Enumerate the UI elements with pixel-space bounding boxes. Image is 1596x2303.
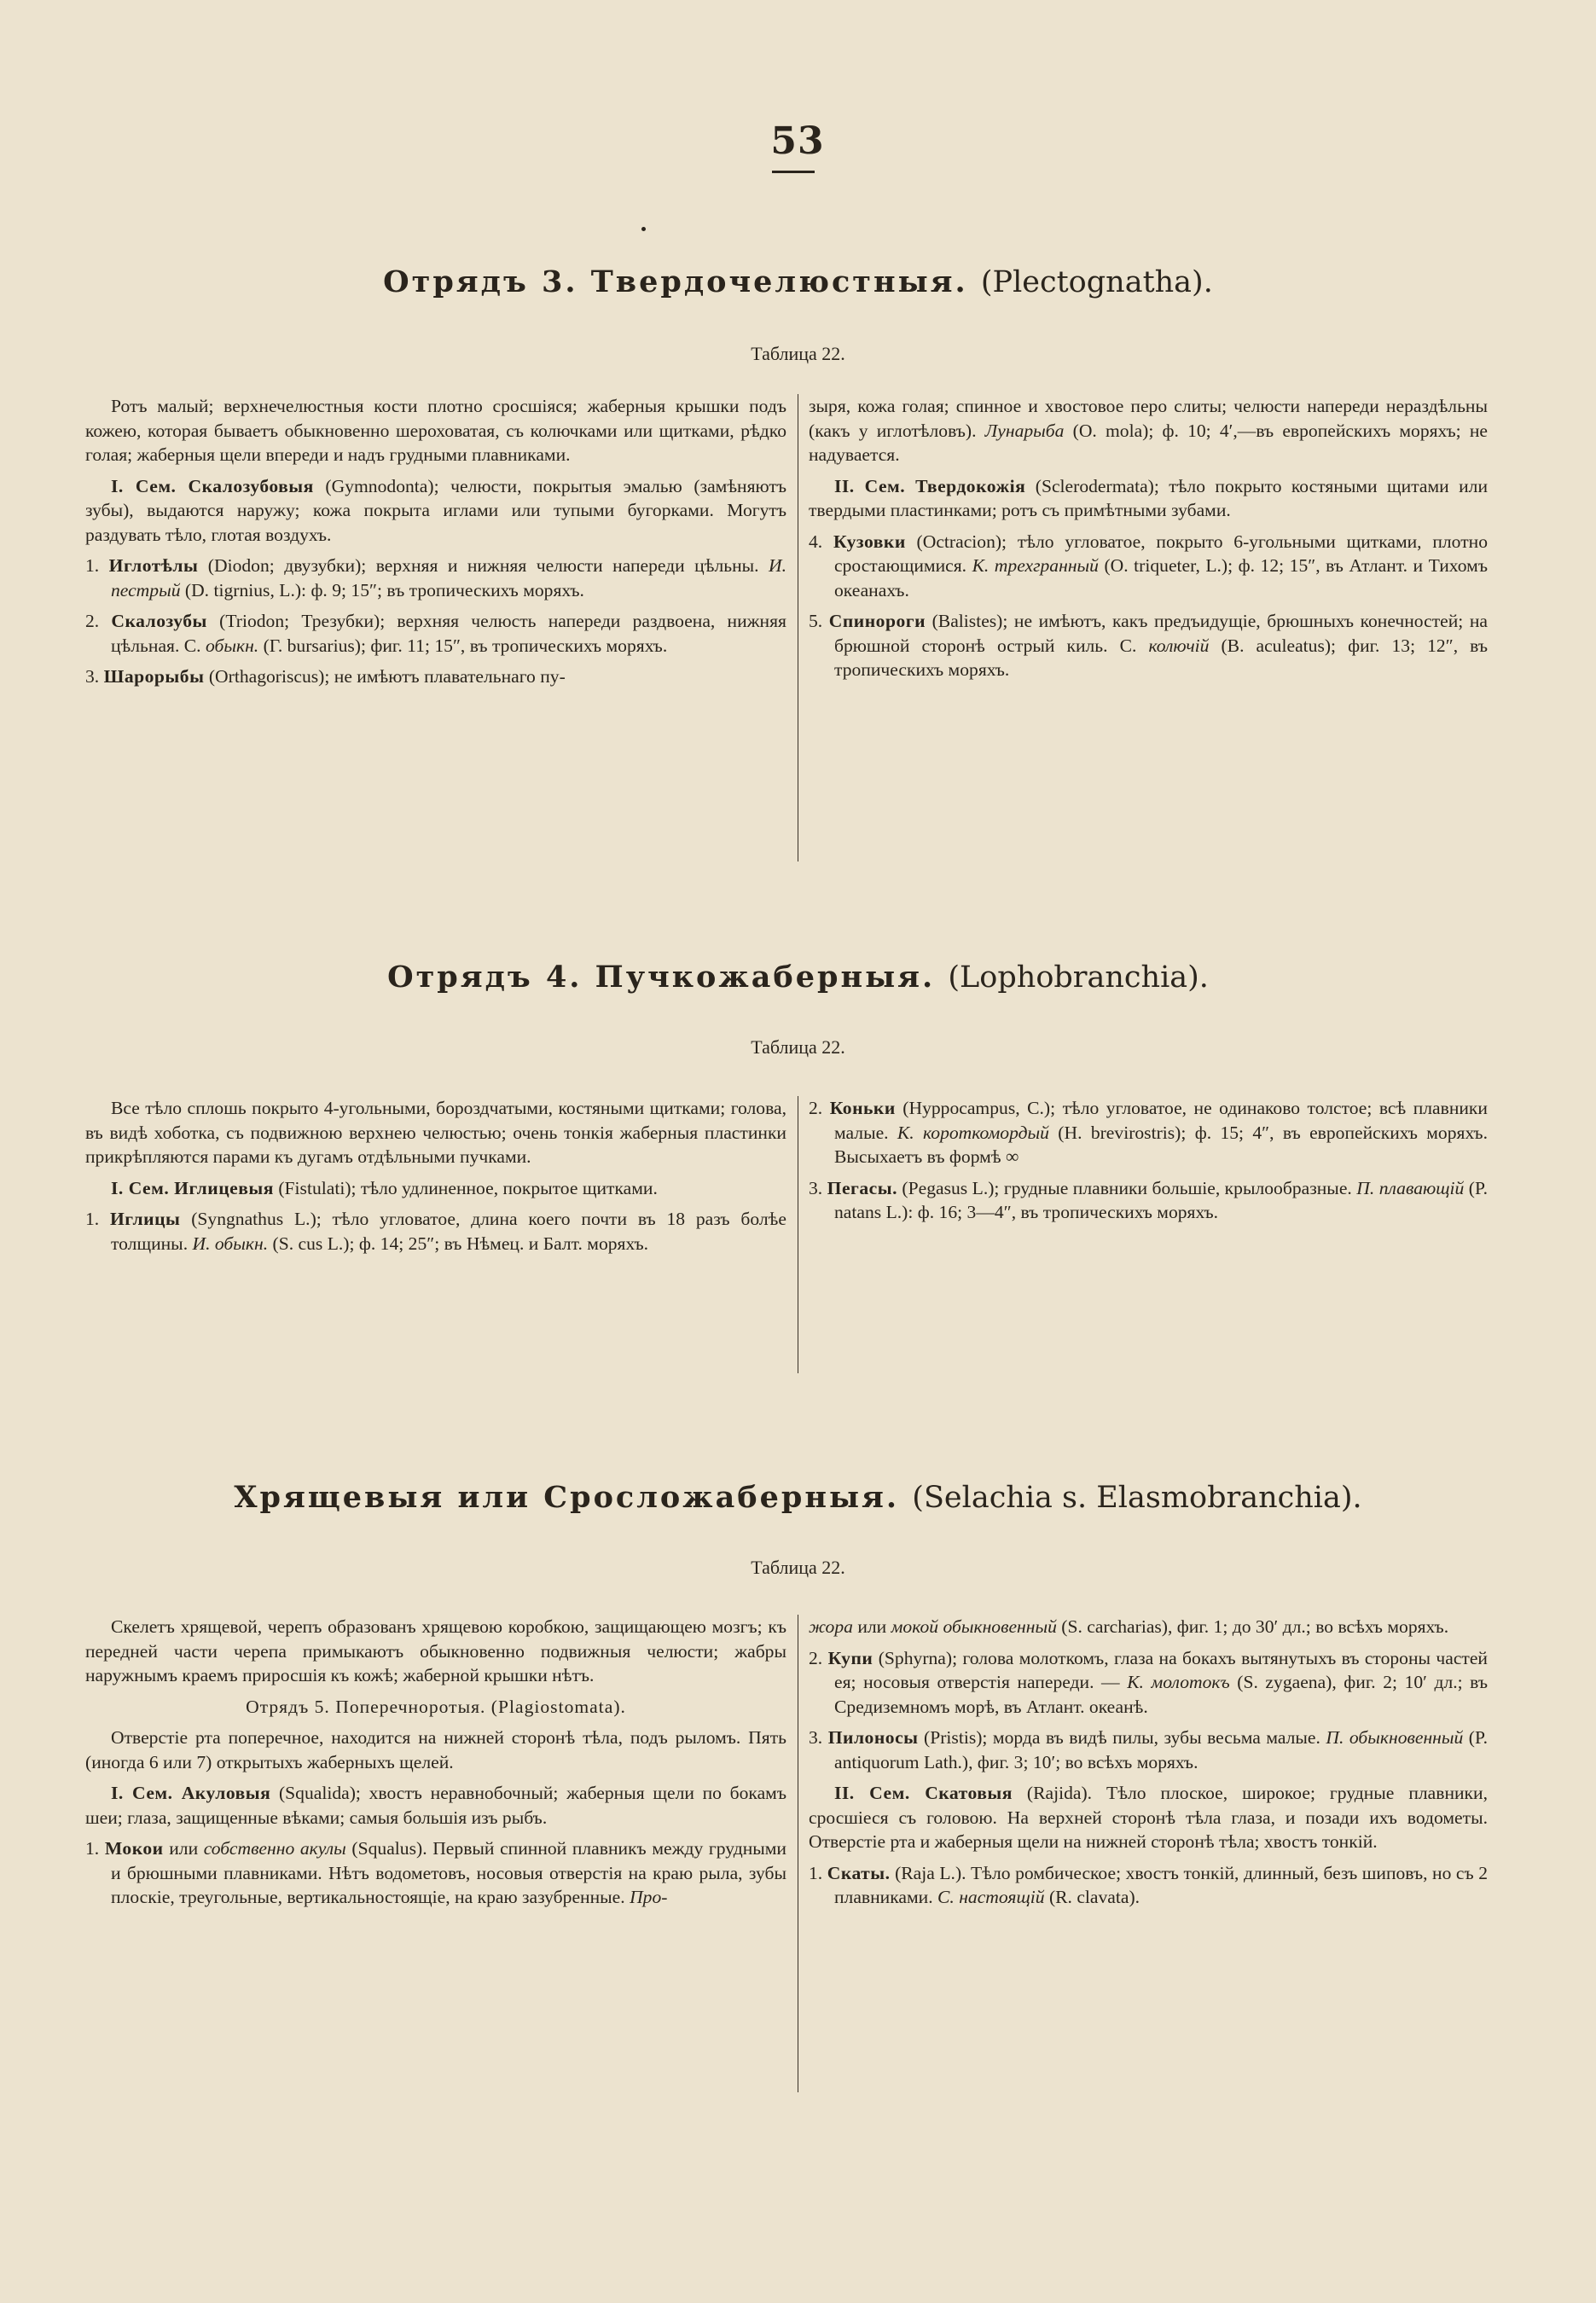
subsection-heading-text: Отрядъ 5. Поперечноротыя. (Plagiostomata). bbox=[246, 1696, 626, 1717]
species-name: И. обыкн. bbox=[192, 1233, 269, 1254]
species-name: С. настоящiй bbox=[937, 1887, 1045, 1907]
subsection-heading bbox=[85, 1695, 786, 1720]
section-1-right-column bbox=[809, 394, 1488, 689]
family-paragraph bbox=[85, 1781, 786, 1830]
section-3-left-column bbox=[85, 1615, 786, 1917]
entry-number: 1. bbox=[85, 1209, 100, 1229]
text-run: (P. antiquorum Lath.), фиг. 3; 10′; во всѣхъ моряхъ. bbox=[834, 1727, 1488, 1772]
text-run: (B. aculeatus); фиг. 13; 12″, въ тропическихъ моряхъ. bbox=[834, 635, 1488, 680]
genus-entry bbox=[85, 1836, 786, 1910]
species-name: И. пестрый bbox=[111, 555, 786, 600]
genus-entry bbox=[809, 1096, 1488, 1169]
section-title-latin: (Lophobranchia). bbox=[948, 960, 1209, 995]
description-paragraph bbox=[85, 1096, 786, 1169]
paragraph-text: (Squalida); хвостъ неравнобочный; жаберныя щели по бокамъ шеи; глаза, защищенные вѣками; самыя большiя изъ рыбъ. bbox=[85, 1783, 786, 1828]
text-run: (P. natans L.): ф. 16; 3—4″, въ тропическихъ моряхъ. bbox=[834, 1177, 1488, 1222]
description-paragraph bbox=[85, 394, 786, 467]
continued-paragraph bbox=[809, 394, 1488, 467]
text-run: (Orthagoriscus); не имѣютъ плавательнаго пу- bbox=[204, 666, 566, 687]
paragraph-text: (Gymnodonta); челюсти, покрытыя эмалью (замѣняютъ зубы), выдаются наружу; кожа покрыта иглами или тупыми бугорками. Могутъ раздувать тѣло, глотая воздухъ. bbox=[85, 475, 787, 545]
genus-entry bbox=[85, 664, 786, 689]
genus-entry bbox=[809, 609, 1488, 682]
text-run: (S. zygaena), фиг. 2; 10′ дл.; въ Средиземномъ морѣ, въ Атлант. океанѣ. bbox=[834, 1672, 1488, 1717]
genus-name: Купи bbox=[827, 1647, 873, 1668]
genus-name: Мокои bbox=[104, 1838, 164, 1859]
genus-name: Спинороги bbox=[828, 611, 926, 631]
text-run: (Diodon; двузубки); верхняя и нижняя челюсти напереди цѣльны. bbox=[198, 555, 769, 576]
text-run: (D. tigrnius, L.): ф. 9; 15″; въ тропическихъ моряхъ. bbox=[180, 579, 584, 600]
entry-number: 3. bbox=[809, 1177, 823, 1198]
species-name: обыкн. bbox=[205, 635, 259, 656]
continued-paragraph bbox=[809, 1615, 1488, 1639]
description-paragraph bbox=[85, 1615, 786, 1688]
text-run: (O. triqueter, L.); ф. 12; 15″, въ Атлант. и Тихомъ океанахъ. bbox=[834, 555, 1489, 600]
text-run: (Syngnathus L.); тѣло угловатое, длина коего почти въ 18 разъ болѣе толщины. bbox=[111, 1209, 786, 1254]
entry-number: 5. bbox=[809, 611, 823, 631]
text-run: (Pristis); морда въ видѣ пилы, зубы весьма малые. bbox=[918, 1727, 1326, 1748]
paragraph-text: (Rajida). Тѣло плоское, широкое; грудные плавники, сросшiеся съ головою. На верхней сторонѣ тѣла глаза, и позади ихъ водометы. Отверстiе рта и жаберныя щели на нижней сторонѣ тѣла; хвостъ тонкiй. bbox=[809, 1783, 1488, 1852]
genus-entry bbox=[809, 530, 1488, 603]
family-name: I. Сем. Скалозубовыя bbox=[111, 475, 314, 496]
text-run: (Squalus). Первый спинной плавникъ между грудными и брюшными плавниками. Нѣтъ водометовъ, носовыя отверстiя на краю рыла, зубы плоскiе, треугольные, вертикальностоящiе, на краю зазубренные. bbox=[111, 1838, 786, 1907]
species-name: жора bbox=[809, 1616, 853, 1637]
family-name: II. Сем. Скатовыя bbox=[834, 1783, 1013, 1803]
entry-number: 2. bbox=[809, 1098, 823, 1118]
entry-number: 4. bbox=[809, 531, 823, 552]
family-paragraph bbox=[809, 474, 1488, 523]
paragraph-text: Отверстiе рта поперечное, находится на нижней сторонѣ тѣла, подъ рыломъ. Пять (иногда 6 или 7) открытыхъ жаберныхъ щелей. bbox=[85, 1727, 786, 1772]
family-paragraph bbox=[85, 1176, 786, 1201]
family-paragraph bbox=[809, 1781, 1488, 1854]
family-name: II. Сем. Твердокожiя bbox=[834, 475, 1026, 496]
entry-number: 2. bbox=[809, 1647, 823, 1668]
text-run: (Hyppocampus, C.); тѣло угловатое, не одинаково толстое; всѣ плавники малые. bbox=[834, 1098, 1488, 1143]
entry-number: 1. bbox=[85, 555, 100, 576]
paragraph-text: (Fistulati); тѣло удлиненное, покрытое щитками. bbox=[273, 1177, 658, 1198]
species-name: Лунарыба bbox=[984, 420, 1065, 441]
text-run: (H. brevirostris); ф. 15; 4″, въ европейскихъ моряхъ. Высыхаетъ въ формѣ ∞ bbox=[834, 1122, 1488, 1167]
text-run: (Octracion); тѣло угловатое, покрыто 6-угольными щитками, плотно сростающимися. bbox=[834, 531, 1488, 576]
species-name: К. молотокъ bbox=[1127, 1672, 1230, 1692]
text-run: или bbox=[163, 1838, 204, 1859]
paragraph-text: Все тѣло сплошь покрыто 4-угольными, бороздчатыми, костяными щитками; голова, въ видѣ хоботка, съ подвижною верхнею челюстью; очень тонкiя жаберныя пластинки прикрѣпляются парами къ дугамъ отдѣльными пучками. bbox=[85, 1098, 786, 1167]
table-reference: Таблица 22. bbox=[751, 1036, 845, 1058]
species-name: П. плавающiй bbox=[1356, 1177, 1465, 1198]
paragraph-text: Ротъ малый; верхнечелюстныя кости плотно сросшiяся; жаберныя крышки подъ кожею, которая бываетъ обыкновенно шероховатая, съ колючками или щитками, рѣдко голая; жаберныя щели впереди и надъ грудными плавниками. bbox=[85, 396, 786, 465]
genus-name: Иглотѣлы bbox=[108, 555, 199, 576]
text-run: (Sphyrna); голова молоткомъ, глаза на бокахъ вытянутыхъ въ стороны частей ея; носовыя отверстiя напереди. — bbox=[834, 1647, 1488, 1692]
genus-name: Скаты. bbox=[827, 1862, 891, 1883]
section-title-text: Отрядъ 4. Пучкожаберныя. bbox=[387, 960, 936, 995]
decorative-dot bbox=[641, 227, 646, 231]
text-run: (Triodon; Трезубки); верхняя челюсть напереди раздвоена, нижняя цѣльная. С. bbox=[111, 611, 786, 656]
text-run: (Pegasus L.); грудные плавники большiе, крылообразные. bbox=[897, 1177, 1357, 1198]
species-name: колючiй bbox=[1148, 635, 1210, 656]
entry-number: 3. bbox=[809, 1727, 823, 1748]
genus-name: Пегасы. bbox=[827, 1177, 897, 1198]
entry-number: 1. bbox=[85, 1838, 100, 1859]
page-number-underline bbox=[772, 171, 815, 173]
species-name: К. трехгранный bbox=[972, 555, 1099, 576]
species-name: К. короткомордый bbox=[897, 1122, 1049, 1143]
genus-entry bbox=[85, 609, 786, 658]
text-run: (R. clavata). bbox=[1044, 1887, 1140, 1907]
page-number: 53 bbox=[770, 119, 825, 163]
table-reference: Таблица 22. bbox=[751, 343, 845, 364]
genus-entry bbox=[85, 1207, 786, 1256]
species-name: П. обыкновенный bbox=[1326, 1727, 1464, 1748]
section-title-latin: (Plectognatha). bbox=[980, 265, 1213, 299]
entry-number: 3. bbox=[85, 666, 100, 687]
paragraph-text: Скелетъ хрящевой, черепъ образованъ хрящевою коробкою, защищающею мозгъ; къ передней части черепа примыкаютъ обыкновенно подвижныя челюсти; жабры наружнымъ краемъ приросшiя къ кожѣ; жаберной крышки нѣтъ. bbox=[85, 1616, 786, 1685]
family-name: I. Сем. Акуловыя bbox=[111, 1783, 271, 1803]
text-run: (O. mola); ф. 10; 4′,—въ европейскихъ моряхъ; не надувается. bbox=[809, 420, 1488, 465]
genus-entry bbox=[809, 1176, 1488, 1225]
family-name: I. Сем. Иглицевыя bbox=[111, 1177, 274, 1198]
section-1-left-column bbox=[85, 394, 786, 696]
family-paragraph bbox=[85, 474, 786, 548]
genus-name: Иглицы bbox=[110, 1209, 181, 1229]
species-name: Про- bbox=[630, 1887, 668, 1907]
section-3-right-column bbox=[809, 1615, 1488, 1917]
section-title-latin: (Selachia s. Elasmobranchia). bbox=[912, 1481, 1362, 1515]
text-run: зыря, кожа голая; спинное и хвостовое перо слиты; челюсти напереди нераздѣльны (какъ у иглотѣловъ). bbox=[809, 396, 1488, 441]
genus-name: Кузовки bbox=[833, 531, 906, 552]
entry-number: 2. bbox=[85, 611, 100, 631]
genus-entry bbox=[85, 554, 786, 602]
genus-entry bbox=[809, 1861, 1488, 1910]
genus-entry bbox=[809, 1726, 1488, 1774]
text-run: или bbox=[852, 1616, 891, 1637]
genus-name: Шарорыбы bbox=[103, 666, 205, 687]
genus-entry bbox=[809, 1646, 1488, 1720]
paragraph-text: (Sclerodermata); тѣло покрыто костяными щитами или твердыми пластинками; ротъ съ примѣтными зубами. bbox=[809, 475, 1488, 520]
genus-name: Коньки bbox=[829, 1098, 896, 1118]
species-name: собственно акулы bbox=[203, 1838, 346, 1859]
section-title-text: Отрядъ 3. Твердочелюстныя. bbox=[383, 264, 968, 299]
section-title-order-3 bbox=[0, 264, 1596, 299]
genus-name: Скалозубы bbox=[111, 611, 207, 631]
text-run: (S. cus L.); ф. 14; 25″; въ Нѣмец. и Балт. моряхъ. bbox=[268, 1233, 649, 1254]
section-2-right-column bbox=[809, 1096, 1488, 1232]
text-run: (S. carcharias), фиг. 1; до 30′ дл.; во всѣхъ моряхъ. bbox=[1056, 1616, 1449, 1637]
species-name: мокой обыкновенный bbox=[891, 1616, 1057, 1637]
text-run: (Balistes); не имѣютъ, какъ предъидущiе, брюшныхъ конечностей; на брюшной сторонѣ острый киль. С. bbox=[834, 611, 1488, 656]
section-title-text: Хрящевыя или Сросложаберныя. bbox=[234, 1480, 900, 1515]
description-paragraph bbox=[85, 1726, 786, 1774]
section-title-cartilaginous bbox=[0, 1480, 1596, 1515]
genus-name: Пилоносы bbox=[827, 1727, 919, 1748]
section-title-order-4 bbox=[0, 960, 1596, 995]
text-run: (Г. bursarius); фиг. 11; 15″, въ тропическихъ моряхъ. bbox=[258, 635, 668, 656]
entry-number: 1. bbox=[809, 1862, 823, 1883]
table-reference: Таблица 22. bbox=[751, 1557, 845, 1578]
section-2-left-column bbox=[85, 1096, 786, 1262]
text-run: (Raja L.). Тѣло ромбическое; хвостъ тонкiй, длинный, безъ шиповъ, но съ 2 плавниками. bbox=[834, 1862, 1488, 1907]
